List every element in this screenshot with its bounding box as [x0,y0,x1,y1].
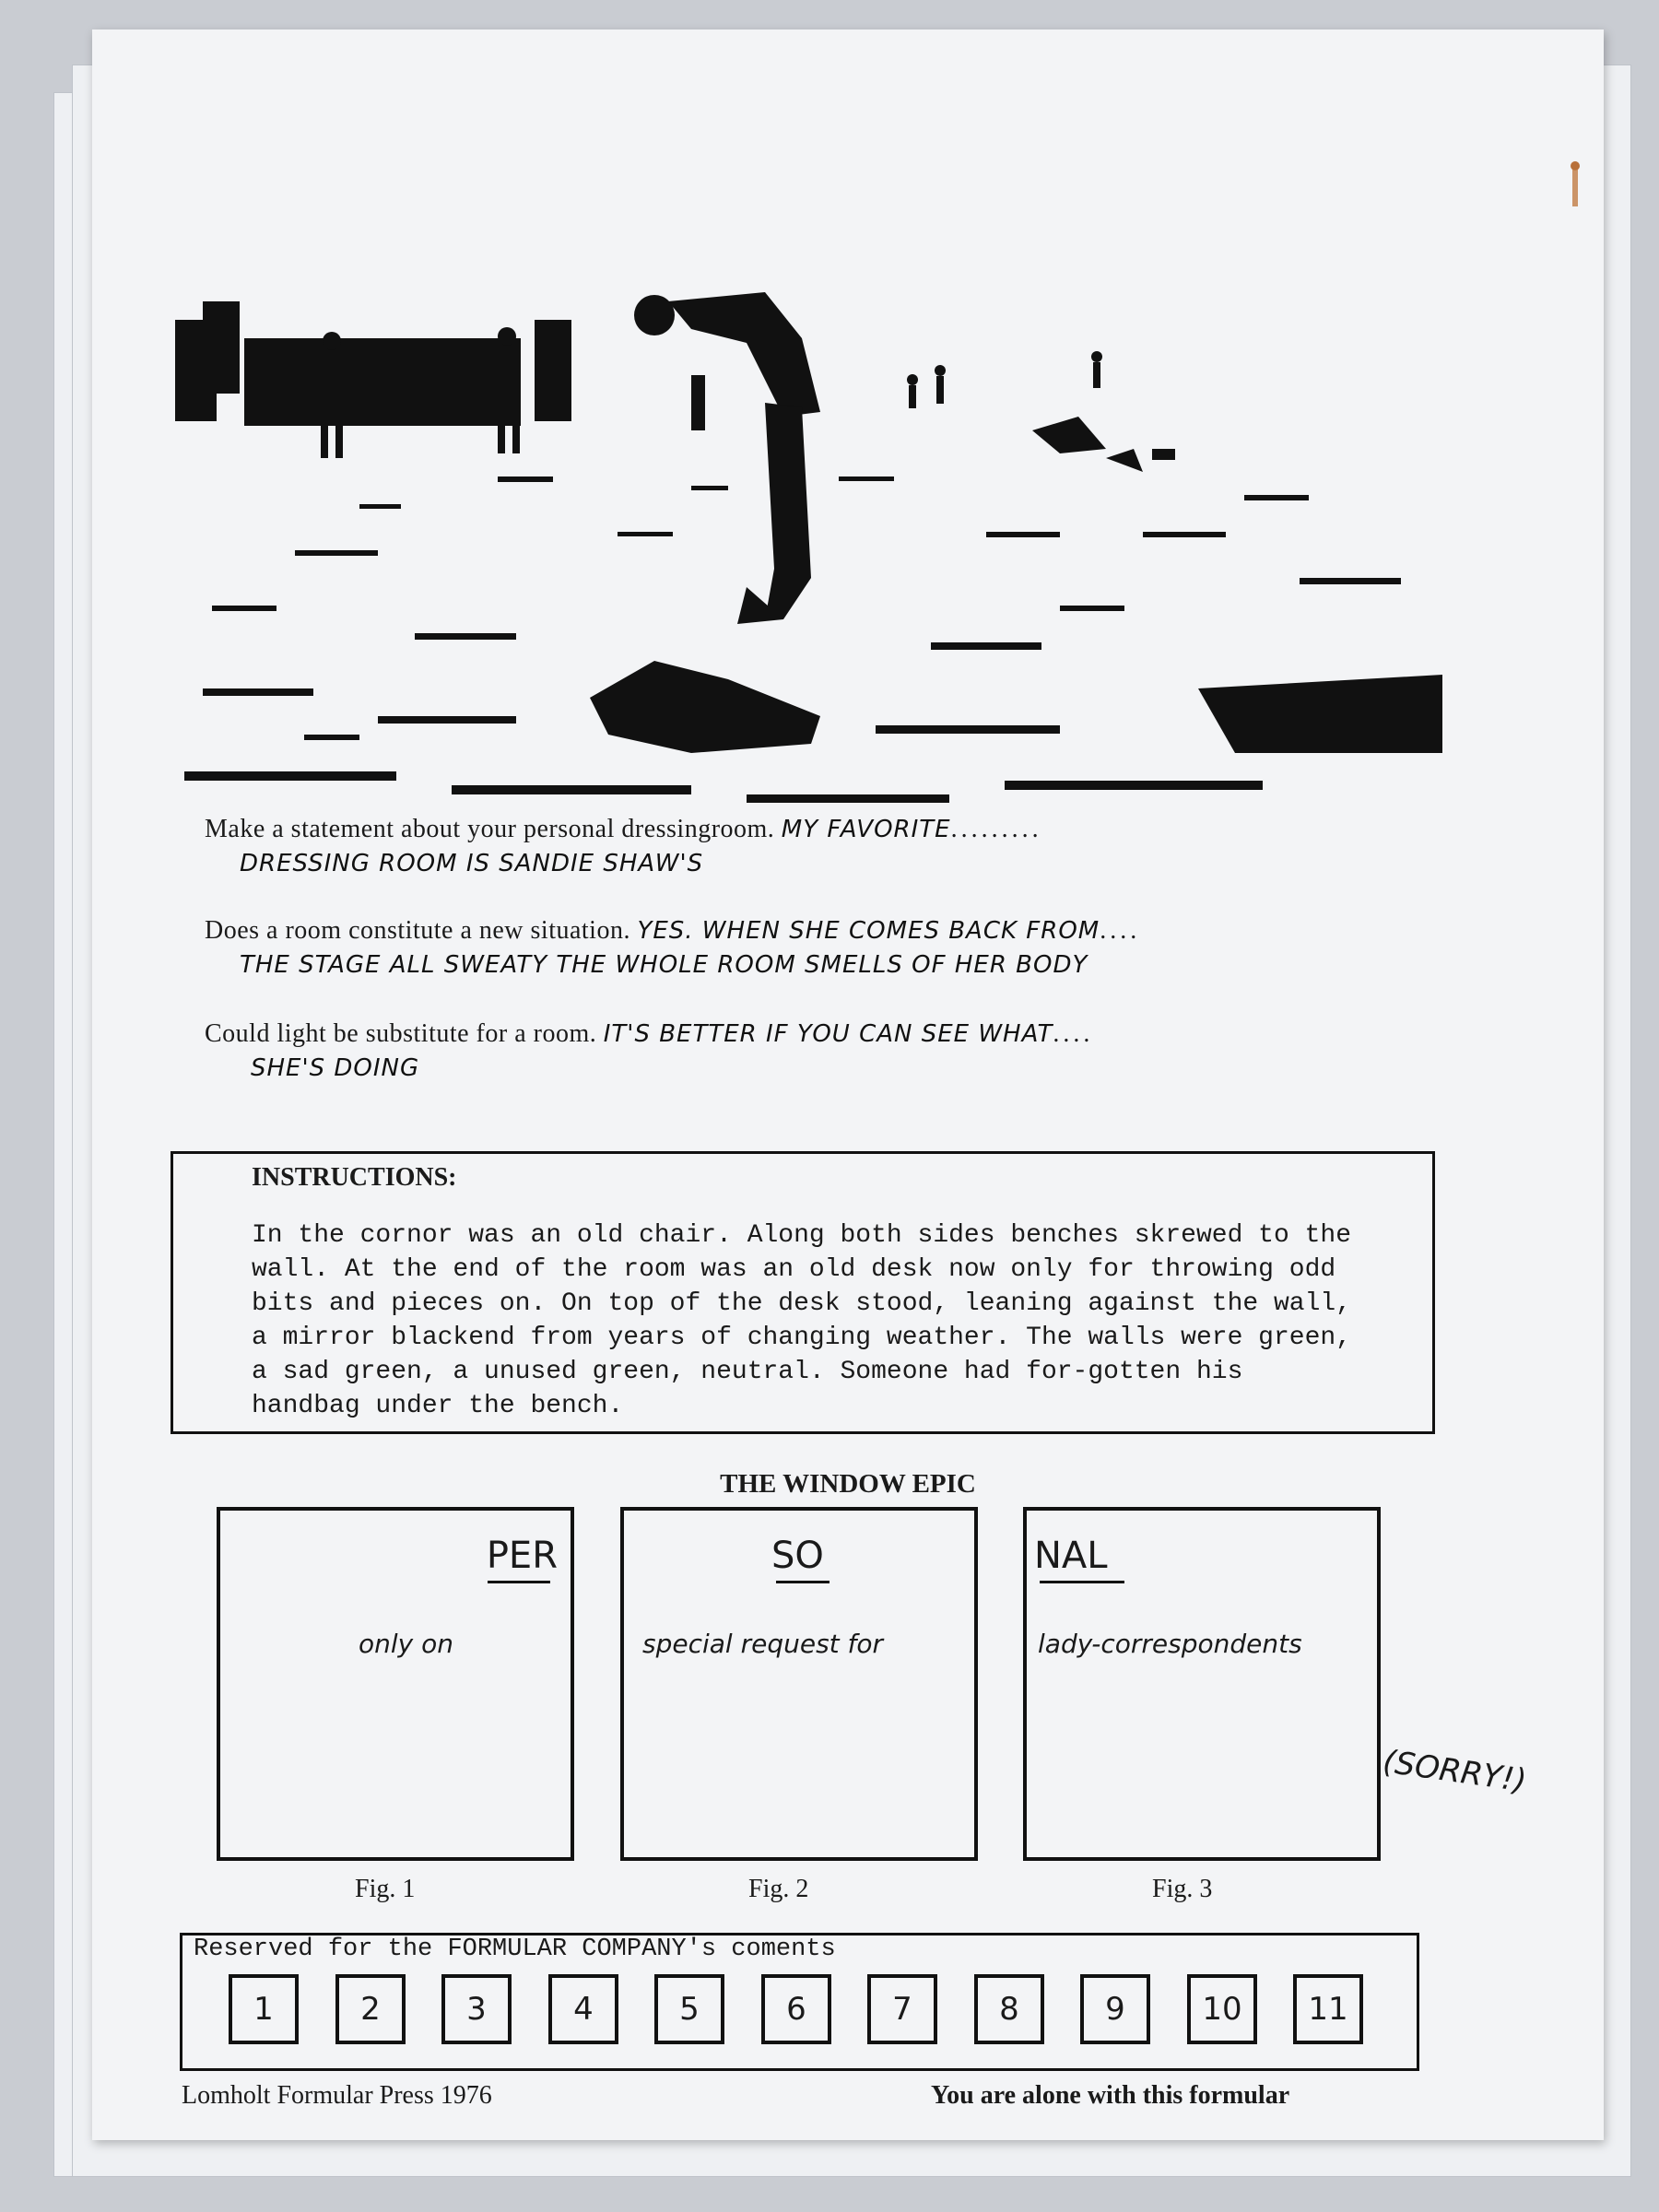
figure-top-text: NAL [1034,1535,1108,1577]
comment-number-box[interactable]: 11 [1293,1974,1363,2044]
question-prompt: Does a room constitute a new situation. [205,916,630,945]
figure-middle-text: special request for [642,1629,884,1659]
underline [1040,1581,1124,1583]
instructions-text: In the cornor was an old chair. Along both sides benches skrewed to the wall. At the end of the room was an old desk now only for throwing odd bits and pieces on. On top of the desk stood, leaning against the wall, a mirror blackend from years of changing weather. The walls were green, a sad green, a unused green, neutral. Someone had for-gotten his handbag under the bench. [252,1221,1351,1420]
rust-stain [1567,159,1583,214]
handwritten-answer: IT'S BETTER IF YOU CAN SEE WHAT [603,1020,1053,1048]
question-3 [205,1019,1513,1082]
handwritten-answer: THE STAGE ALL SWEATY THE WHOLE ROOM SMELLS OF HER BODY [240,951,1088,979]
handwritten-answer: DRESSING ROOM IS SANDIE SHAW'S [240,850,704,877]
question-2 [205,916,1513,979]
comment-number-box[interactable]: 1 [229,1974,299,2044]
figure-box-2 [620,1507,978,1861]
dotted-line: .... [1053,1019,1094,1048]
handwritten-answer: MY FAVORITE [781,816,951,843]
figure-caption: Fig. 2 [748,1875,809,1903]
publisher-footer: Lomholt Formular Press 1976 [182,2081,492,2110]
figure-top-text: PER [486,1535,558,1577]
comment-number-box[interactable]: 6 [761,1974,831,2044]
comment-number-box[interactable]: 8 [974,1974,1044,2044]
instructions-box [171,1151,1435,1434]
figure-top-text: SO [771,1535,824,1577]
figure-middle-text: only on [359,1629,454,1659]
question-prompt: Make a statement about your personal dressingroom. [205,815,775,843]
comment-number-box[interactable]: 10 [1187,1974,1257,2044]
comment-number-box[interactable]: 7 [867,1974,937,2044]
underline [488,1581,550,1583]
comment-number-box[interactable]: 3 [441,1974,512,2044]
beach-photo [175,255,1442,822]
comment-number-box[interactable]: 4 [548,1974,618,2044]
figure-box-3 [1023,1507,1381,1861]
question-1 [205,815,1513,877]
dotted-line: .... [1100,916,1141,945]
handwritten-answer: YES. WHEN SHE COMES BACK FROM [637,917,1100,945]
sorry-note: (SORRY!) [1380,1743,1529,1800]
instructions-heading: INSTRUCTIONS: [252,1163,457,1192]
comment-number-box[interactable]: 9 [1080,1974,1150,2044]
reserved-box [180,1933,1419,2071]
figure-caption: Fig. 3 [1152,1875,1213,1903]
underline [776,1581,830,1583]
figure-middle-text: lady-correspondents [1038,1629,1302,1659]
question-prompt: Could light be substitute for a room. [205,1019,597,1048]
reserved-label: Reserved for the FORMULAR COMPANY's coments [194,1936,836,1963]
handwritten-answer: SHE'S DOING [251,1054,420,1082]
tagline-footer: You are alone with this formular [931,2081,1290,2110]
comment-number-box[interactable]: 2 [335,1974,406,2044]
comment-number-box[interactable]: 5 [654,1974,724,2044]
dotted-line: ......... [950,815,1042,843]
formular-page [92,29,1604,2140]
figure-caption: Fig. 1 [355,1875,416,1903]
window-epic-title: THE WINDOW EPIC [720,1469,976,1499]
figure-box-1 [217,1507,574,1861]
